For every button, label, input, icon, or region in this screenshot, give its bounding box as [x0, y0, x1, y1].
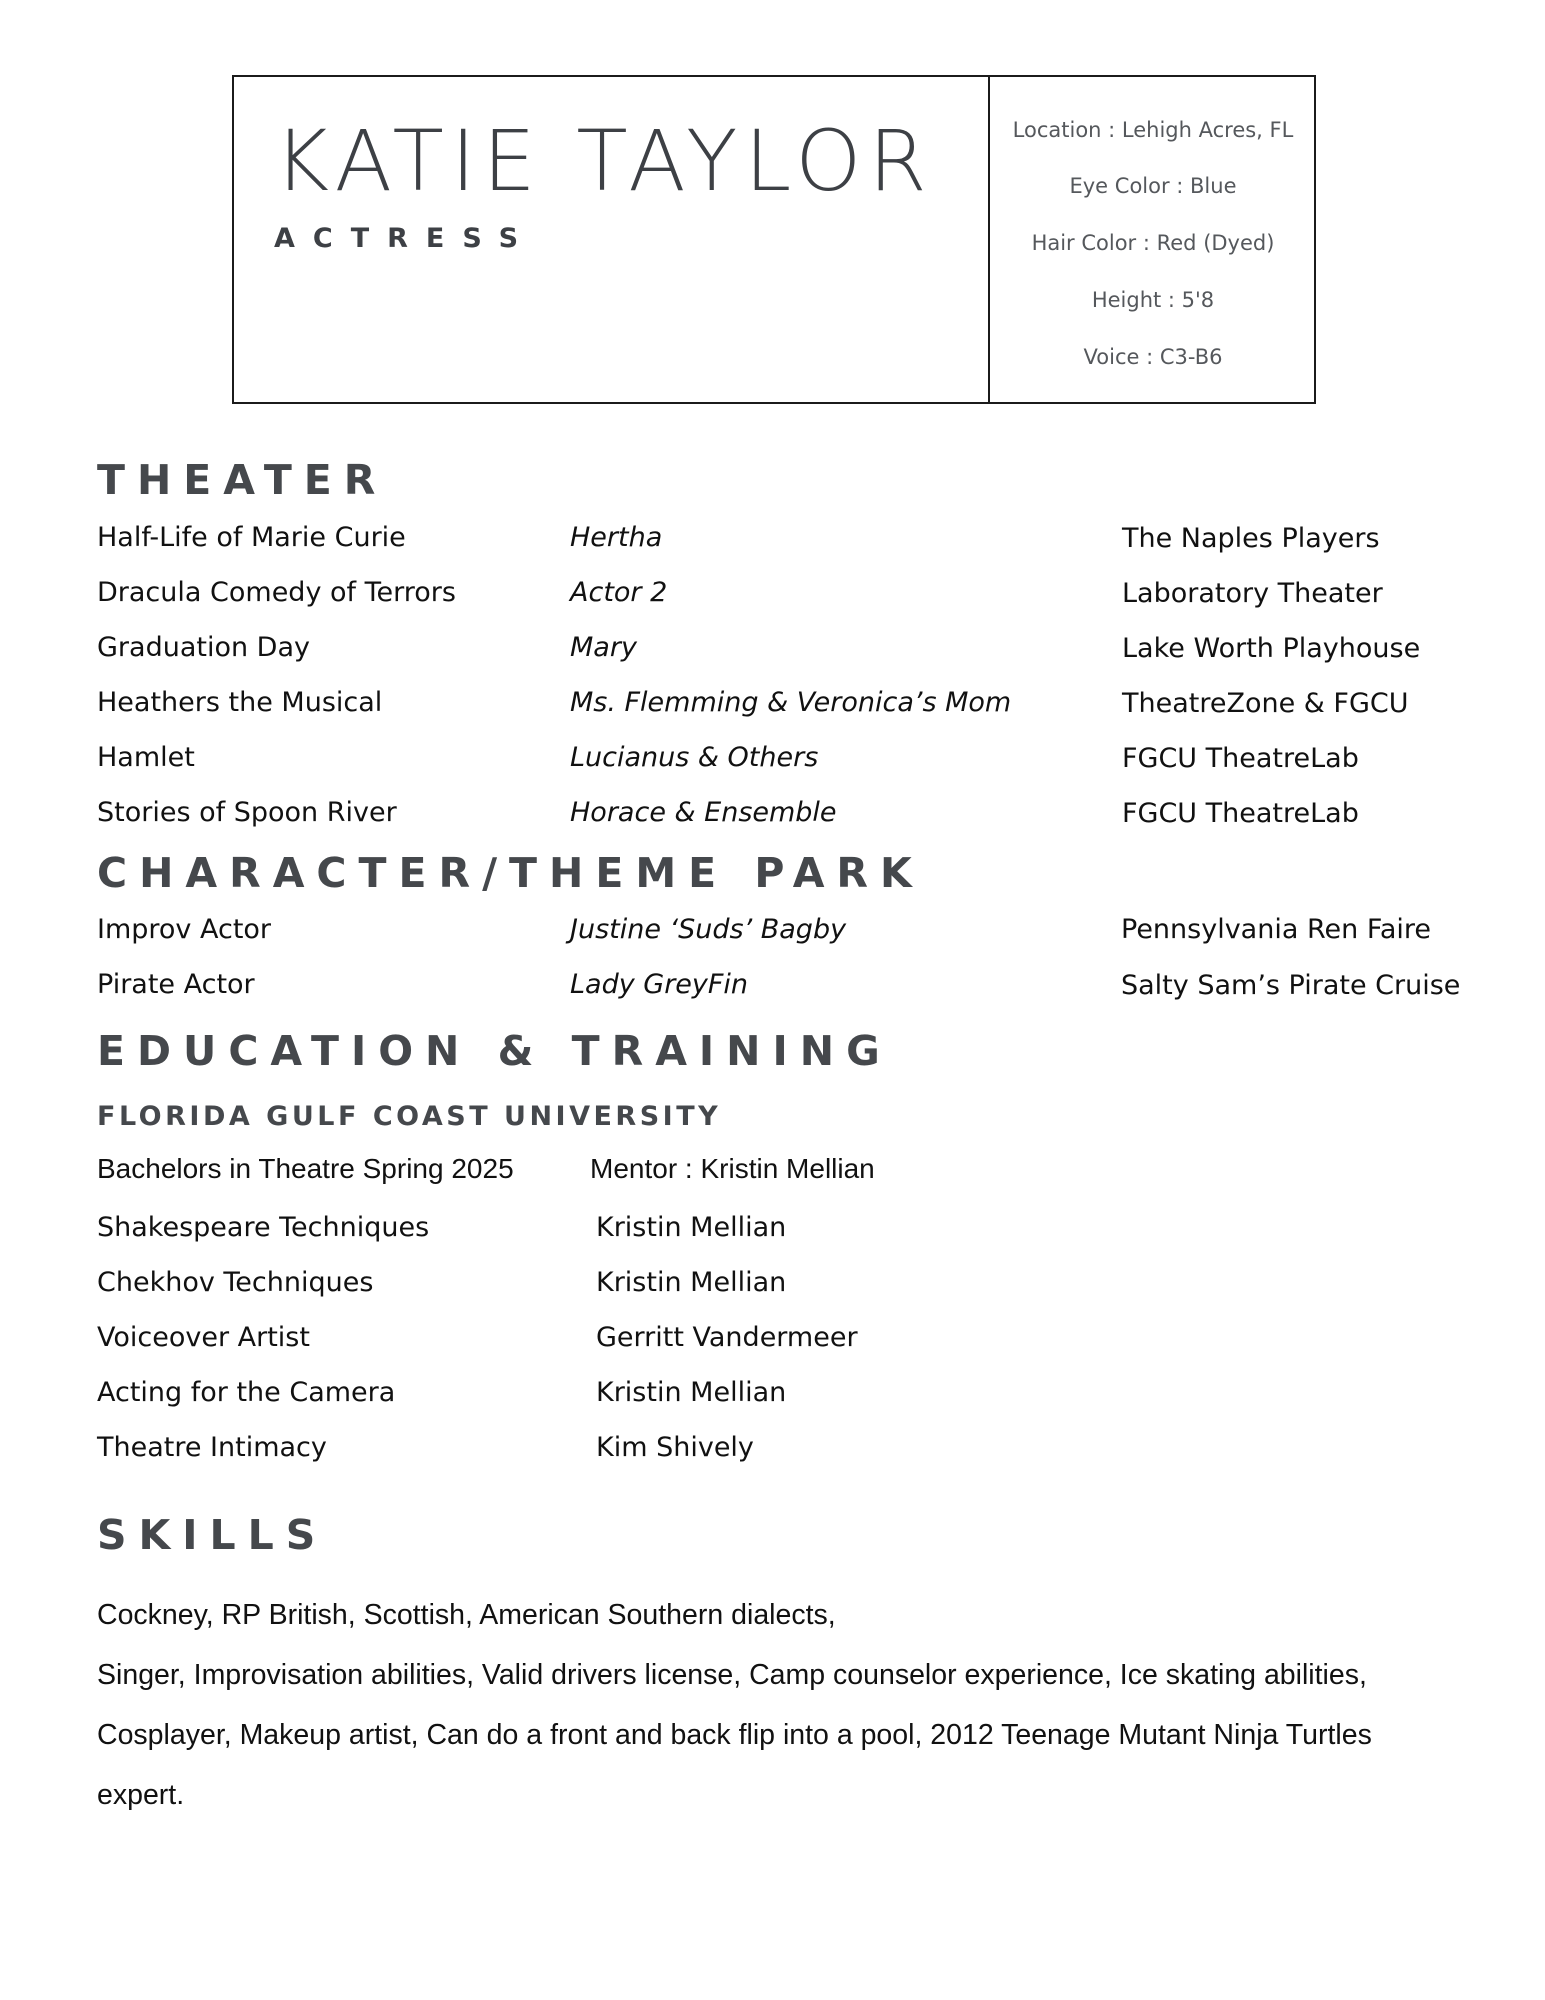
- training-course: Chekhov Techniques: [97, 1267, 374, 1298]
- training-teacher: Kim Shively: [596, 1432, 754, 1463]
- theater-role: Mary: [570, 632, 637, 663]
- theater-company: FGCU TheatreLab: [1122, 743, 1359, 774]
- stat-location: Location : Lehigh Acres, FL: [1012, 118, 1294, 142]
- theater-show: Dracula Comedy of Terrors: [97, 577, 456, 608]
- education-heading: EDUCATION & TRAINING: [97, 1027, 892, 1075]
- mentor-text: Mentor : Kristin Mellian: [590, 1153, 875, 1184]
- training-course: Acting for the Camera: [97, 1377, 396, 1408]
- theater-role: Lucianus & Others: [570, 742, 819, 773]
- skills-line: expert.: [97, 1779, 185, 1811]
- theater-show: Heathers the Musical: [97, 687, 383, 718]
- stat-voice: Voice : C3-B6: [1083, 345, 1223, 369]
- training-course: Theatre Intimacy: [97, 1432, 327, 1463]
- training-course: Shakespeare Techniques: [97, 1212, 430, 1243]
- theater-role: Hertha: [570, 522, 663, 553]
- character-company: Pennsylvania Ren Faire: [1121, 914, 1432, 945]
- theater-show: Half-Life of Marie Curie: [97, 522, 406, 553]
- training-course: Voiceover Artist: [97, 1322, 310, 1353]
- actor-title: ACTRESS: [274, 223, 537, 254]
- training-teacher: Gerritt Vandermeer: [596, 1322, 858, 1353]
- stat-height: Height : 5'8: [1091, 288, 1215, 312]
- training-teacher: Kristin Mellian: [596, 1377, 787, 1408]
- theater-show: Hamlet: [97, 742, 195, 773]
- skills-line: Cockney, RP British, Scottish, American Southern dialects,: [97, 1599, 836, 1631]
- theater-company: Laboratory Theater: [1122, 578, 1383, 609]
- theater-show: Stories of Spoon River: [97, 797, 397, 828]
- school-name: FLORIDA GULF COAST UNIVERSITY: [97, 1101, 722, 1132]
- character-company: Salty Sam’s Pirate Cruise: [1121, 970, 1461, 1001]
- stat-eye-color: Eye Color : Blue: [1069, 174, 1237, 198]
- theater-role: Ms. Flemming & Veronica’s Mom: [570, 687, 1012, 718]
- theater-company: Lake Worth Playhouse: [1122, 633, 1421, 664]
- character-show: Pirate Actor: [97, 969, 255, 1000]
- theater-company: FGCU TheatreLab: [1122, 798, 1359, 829]
- skills-heading: SKILLS: [97, 1511, 328, 1559]
- theater-show: Graduation Day: [97, 632, 310, 663]
- actor-name: KATIE TAYLOR: [274, 112, 934, 210]
- degree-text: Bachelors in Theatre Spring 2025: [97, 1153, 514, 1184]
- theater-heading: THEATER: [97, 456, 388, 504]
- training-teacher: Kristin Mellian: [596, 1212, 787, 1243]
- header-box: [232, 75, 1316, 404]
- theater-role: Actor 2: [570, 577, 668, 608]
- skills-line: Cosplayer, Makeup artist, Can do a front and back flip into a pool, 2012 Teenage Mutant Ninja Turtles: [97, 1719, 1372, 1751]
- skills-line: Singer, Improvisation abilities, Valid drivers license, Camp counselor experience, Ice skating abilities,: [97, 1659, 1367, 1691]
- theater-company: TheatreZone & FGCU: [1122, 688, 1409, 719]
- theater-role: Horace & Ensemble: [570, 797, 837, 828]
- character-role: Lady GreyFin: [570, 969, 749, 1000]
- stat-hair-color: Hair Color : Red (Dyed): [1031, 231, 1275, 255]
- theater-company: The Naples Players: [1122, 523, 1380, 554]
- training-teacher: Kristin Mellian: [596, 1267, 787, 1298]
- character-heading: CHARACTER/THEME PARK: [97, 849, 924, 897]
- character-show: Improv Actor: [97, 914, 272, 945]
- character-role: Justine ‘Suds’ Bagby: [570, 914, 847, 945]
